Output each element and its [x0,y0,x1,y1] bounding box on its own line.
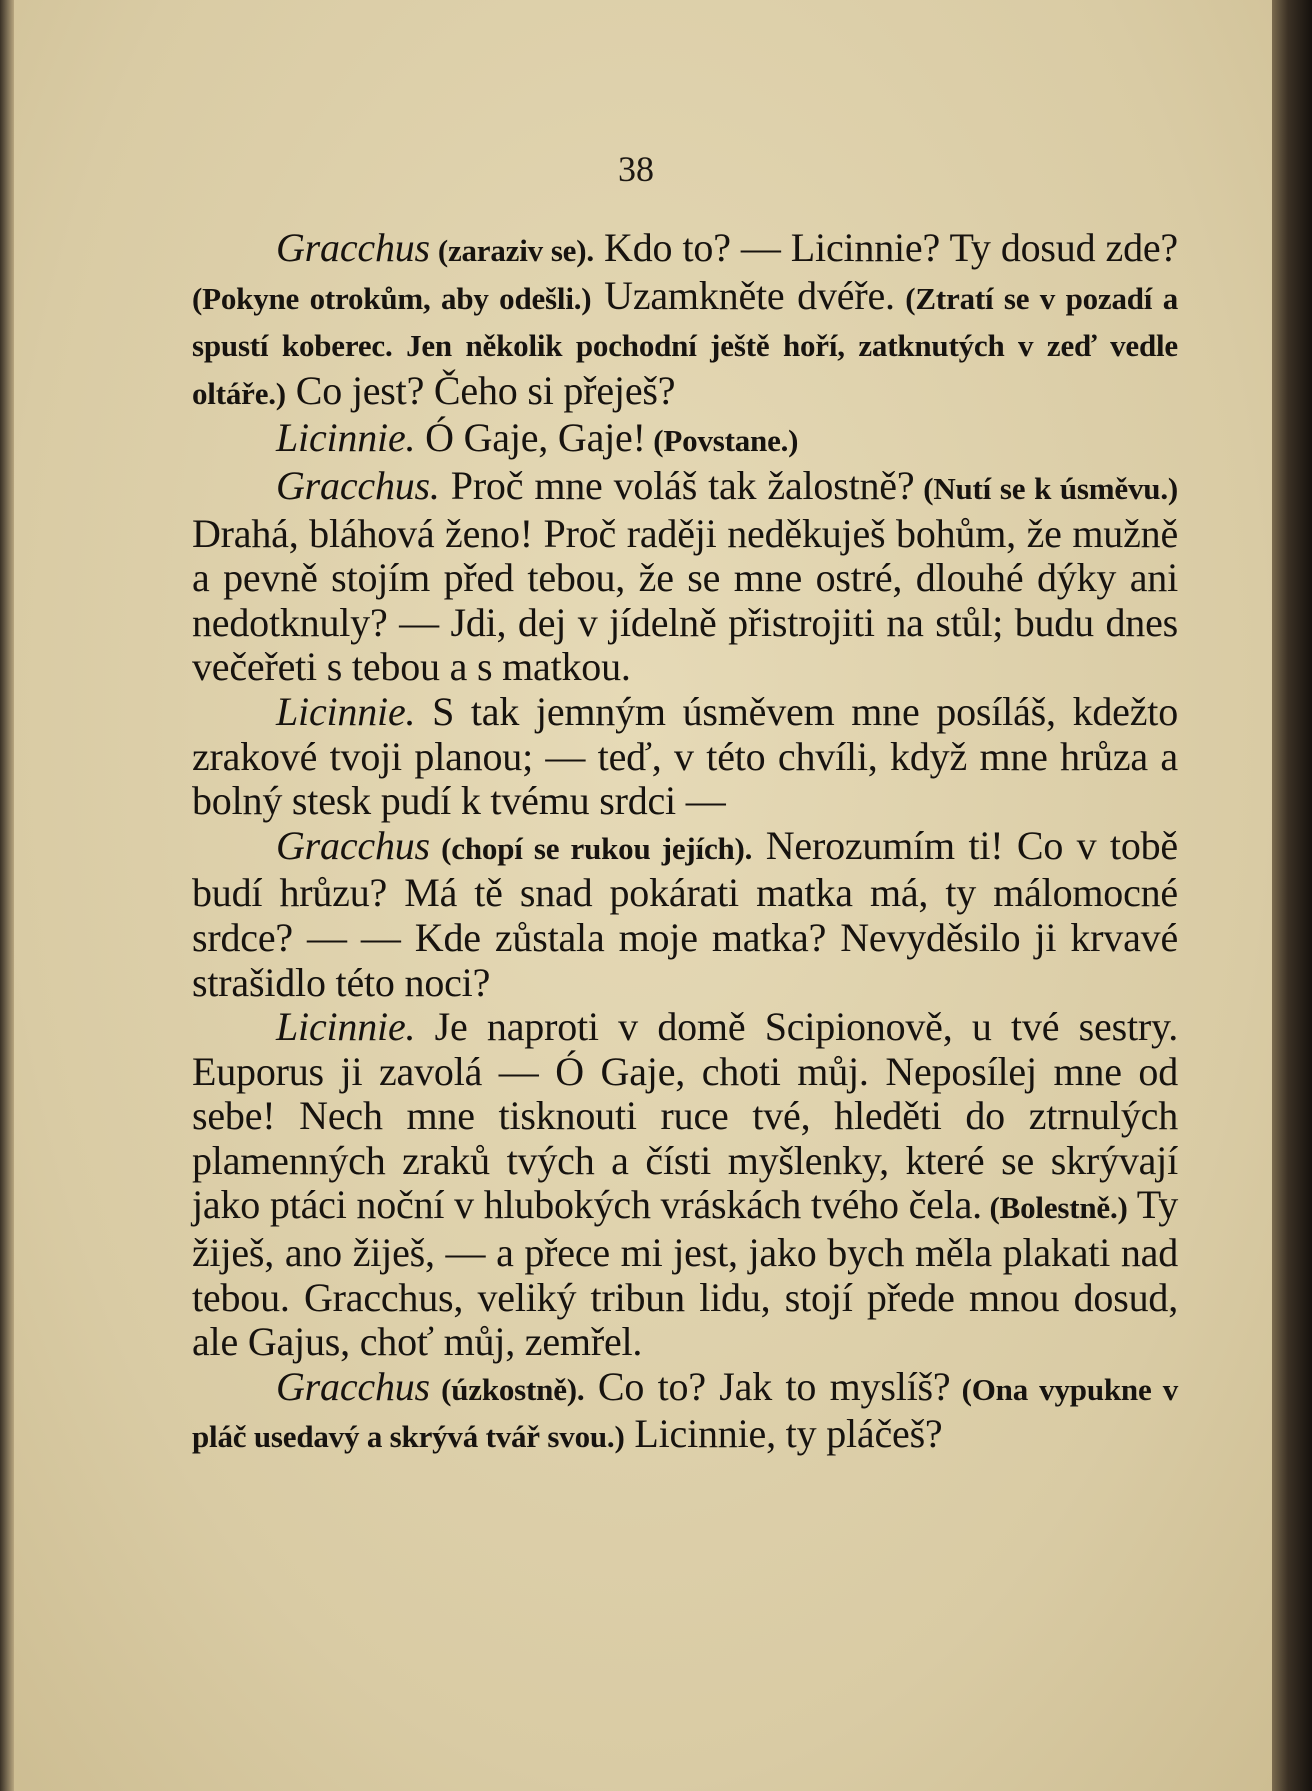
speaker-name: Licinnie. [276,688,416,734]
dialogue-text: Kdo to? — Licinnie? Ty dosud zde? [593,225,1178,270]
dialogue-text: Nerozumím ti! Co v tobě budí hrůzu? Má tě snad pokárati matka má, ty málomocné srdce? — — Kde zůstala moje matka? Nevyděsilo ji krvavé strašidlo této noci? [192,822,1178,1005]
dialogue-paragraph [192,824,1178,1005]
dialogue-text: Ty žiješ, ano žiješ, — a přece mi jest, jako bych měla plakati nad tebou. Gracchus, veliký tribun lidu, stojí přede mnou dosud, ale Gajus, choť můj, zemřel. [192,1182,1178,1365]
stage-direction: (Bolestně.) [981,1190,1128,1226]
stage-direction: (chopí se rukou jejích). [429,830,753,866]
dialogue-text: Je naproti v domě Scipionově, u tvé sestry. Euporus ji zavolá — Ó Gaje, choti můj. Neposílej mne od sebe! Nech mne tisknouti ruce tvé, hleděti do ztrnulých plamenných zraků tvých a čísti myšlenky, které se skrývají jako ptáci noční v hlubokých vráskách tvého čela. [192,1004,1178,1228]
dialogue-text: Drahá, bláhová ženo! Proč raději neděkuješ bohům, že mužně a pevně stojím před tebou, že se mne ostré, dlouhé dýky ani nedotknuly? — Jdi, dej v jídelně přistrojiti na stůl; budu dnes večeřeti s tebou a s matkou. [192,510,1178,690]
stage-direction: (Ona vypukne v pláč usedavý a skrývá tvář svou.) [192,1371,1178,1455]
page-edge-shadow [1272,0,1312,1791]
dialogue-paragraph [192,1005,1178,1365]
speaker-name: Gracchus [276,1363,430,1409]
dialogue-text: S tak jemným úsměvem mne posíláš, kdežto zrakové tvoji planou; — teď, v této chvíli, když mne hrůza a bolný stesk pudí k tvému srdci — [192,688,1178,824]
dialogue-paragraph [192,690,1178,824]
dialogue-text: Proč mne voláš tak žalostně? [439,462,915,508]
dialogue-text: Co jest? Čeho si přeješ? [285,367,676,413]
speaker-name: Gracchus [276,225,430,270]
page-gutter-shadow [0,0,14,1791]
stage-direction: (Pokyne otrokům, aby odešli.) [192,280,592,316]
speaker-name: Gracchus [276,822,430,868]
dialogue-paragraph [192,464,1178,690]
stage-direction: (Ztratí se v pozadí a spustí koberec. Jen několik pochodní ještě hoří, zatknutých v zeď vedle oltáře.) [192,280,1178,411]
dialogue-text: Uzamkněte dvéře. [591,272,895,318]
stage-direction: (zaraziv se). [429,233,594,268]
stage-direction: (Nutí se k úsměvu.) [914,470,1178,506]
dialogue-text: Co to? Jak to myslíš? [584,1363,951,1409]
dialogue-paragraph [192,226,1178,416]
speaker-name: Licinnie. [276,415,416,461]
page-number: 38 [618,149,654,189]
speaker-name: Gracchus. [276,462,440,508]
stage-direction: (Povstane.) [645,423,799,459]
dialogue-text: Licinnie, ty pláčeš? [624,1411,943,1457]
drama-text [192,226,1178,1460]
dialogue-text: Ó Gaje, Gaje! [415,415,646,461]
dialogue-paragraph [192,1365,1178,1460]
dialogue-paragraph [192,416,1178,464]
stage-direction: (úzkostně). [429,1371,585,1407]
speaker-name: Licinnie. [276,1004,416,1050]
